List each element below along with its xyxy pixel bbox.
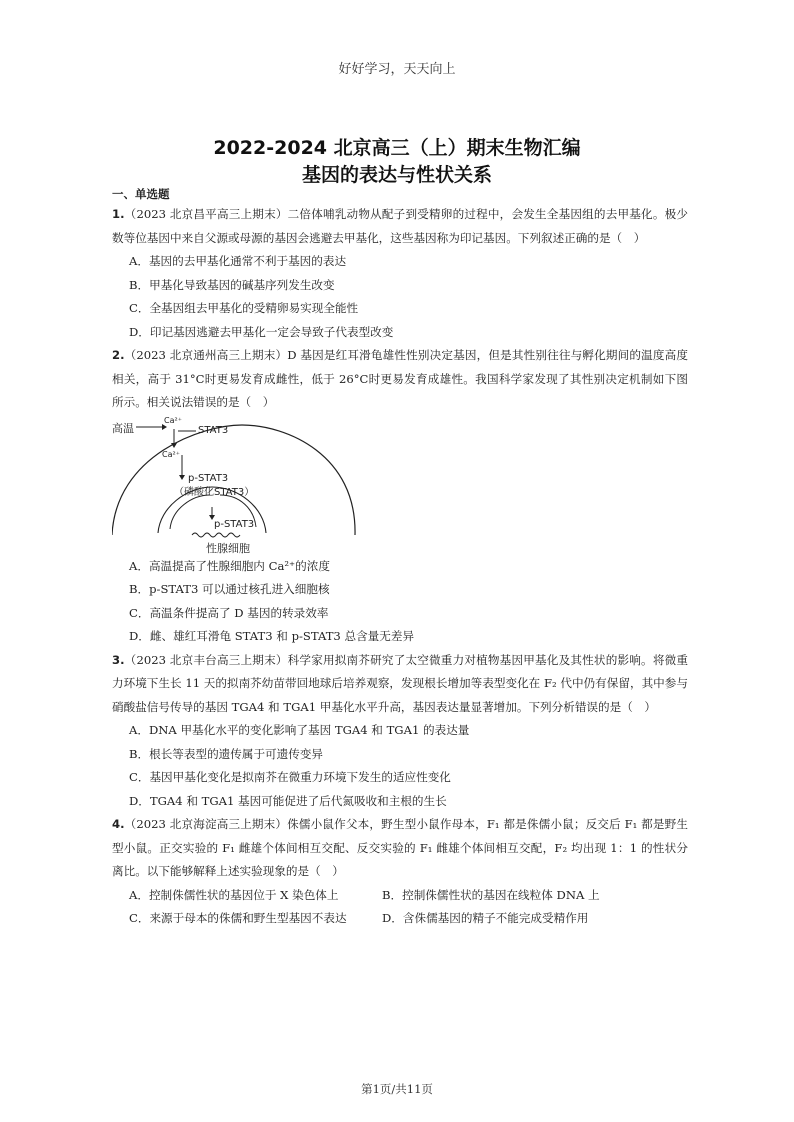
question-stem: （2023 北京海淀高三上期末）侏儒小鼠作父本，野生型小鼠作母本，F₁ 都是侏儒小鼠；反交后 F₁ 都是野生型小鼠。正交实验的 F₁ 雌雄个体间相互交配、反交实验的 F₁ 雌雄个体间相互交配，F₂ 均出现 1：1 的性状分离比。以下能够解释上述实验现象的是（ ） (112, 817, 688, 878)
header-motto: 好好学习，天天向上 (338, 62, 456, 77)
option-c: C．高温条件提高了 D 基因的转录效率 (129, 605, 329, 620)
question-1 (112, 203, 688, 344)
question-number: 4. (112, 817, 125, 831)
question-stem: （2023 北京通州高三上期末）D 基因是红耳滑龟雄性性别决定基因，但是其性别往往与孵化期间的温度高度相关，高于 31°C时更易发育成雌性，低于 26°C时更易发育成雄性。我国科学家发现了其性别决定机制如下图所示。相关说法错误的是（ ） (112, 348, 688, 409)
label-pstat3-note: （磷酸化STAT3） (174, 486, 255, 498)
question-3 (112, 649, 688, 814)
option-c: C．全基因组去甲基化的受精卵易实现全能性 (129, 301, 359, 315)
label-stat3: STAT3 (198, 424, 229, 436)
option-c: C．基因甲基化变化是拟南芥在微重力环境下发生的适应性变化 (129, 770, 451, 784)
question-4 (112, 813, 688, 931)
question-number: 3. (112, 652, 125, 667)
option-d: D．雌、雄红耳滑龟 STAT3 和 p-STAT3 总含量无差异 (129, 629, 415, 643)
option-b: B．p-STAT3 可以通过核孔进入细胞核 (129, 582, 330, 596)
label-pstat3: p-STAT3 (188, 472, 229, 484)
options-row-2 (112, 907, 688, 931)
section-heading: 一、单选题 (112, 187, 170, 201)
label-ca-bottom: Ca²⁺ (162, 449, 180, 459)
option-a: A．控制侏儒性状的基因位于 X 染色体上 (129, 887, 339, 902)
option-b: B．控制侏儒性状的基因在线粒体 DNA 上 (382, 887, 600, 902)
option-b: B．甲基化导致基因的碱基序列发生改变 (129, 277, 335, 292)
question-number: 2. (112, 348, 125, 362)
label-ca-top: Ca²⁺ (164, 415, 182, 425)
option-a: A．高温提高了性腺细胞内 Ca²⁺的浓度 (129, 558, 330, 573)
option-b: B．根长等表型的遗传属于可遗传变异 (129, 746, 324, 761)
dna-strand (192, 533, 240, 537)
document-title: 2022-2024 北京高三（上）期末生物汇编 (213, 137, 581, 159)
question-stem: （2023 北京丰台高三上期末）科学家用拟南芥研究了太空微重力对植物基因甲基化及其性状的影响。将微重力环境下生长 11 天的拟南芥幼苗带回地球后培养观察，发现根长增加等表型变化在 F₂ 代中仍有保留，其中参与硝酸盐信号传导的基因 TGA4 和 TGA1 甲基化水平升高，基因表达量显著增加。下列分析错误的是（ ） (112, 652, 688, 714)
label-high-temp: 高温 (112, 421, 134, 435)
document-subtitle: 基因的表达与性状关系 (301, 164, 492, 186)
label-pstat3-nucleus: p-STAT3 (214, 518, 255, 530)
question-2 (112, 344, 688, 649)
option-d: D．印记基因逃避去甲基化一定会导致子代表型改变 (129, 324, 394, 339)
option-a: A．基因的去甲基化通常不利于基因的表达 (129, 254, 347, 268)
page-footer: 第1页/共11页 (361, 1082, 433, 1096)
option-a: A．DNA 甲基化水平的变化影响了基因 TGA4 和 TGA1 的表达量 (129, 723, 470, 737)
option-c: C．来源于母本的侏儒和野生型基因不表达 (129, 911, 347, 925)
cell-diagram (112, 415, 688, 555)
option-d: D．TGA4 和 TGA1 基因可能促进了后代氮吸收和主根的生长 (129, 793, 447, 808)
options-row-1 (112, 884, 688, 908)
question-stem: （2023 北京昌平高三上期末）二倍体哺乳动物从配子到受精卵的过程中，会发生全基因组的去甲基化。极少数等位基因中来自父源或母源的基因会逃避去甲基化，这些基因称为印记基因。下列叙述正确的是（ ） (112, 207, 688, 245)
arrow-head (179, 475, 185, 480)
question-number: 1. (112, 207, 125, 221)
question-list (112, 203, 688, 931)
option-d: D．含侏儒基因的精子不能完成受精作用 (382, 911, 589, 925)
label-gonad-cell: 性腺细胞 (206, 541, 250, 555)
sex-determination-diagram (112, 415, 688, 555)
